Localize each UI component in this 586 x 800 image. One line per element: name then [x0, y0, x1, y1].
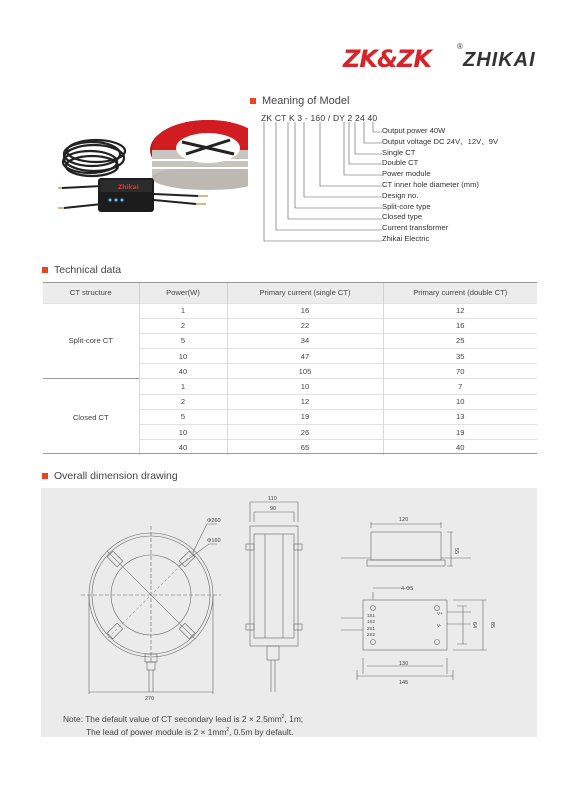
table-cell: 19 [227, 409, 383, 424]
model-item: Output power 40W [382, 126, 446, 135]
module-width-inner-label: 130 [399, 661, 409, 667]
table-cell: 47 [227, 349, 383, 364]
column-header: CT structure [43, 283, 139, 303]
module-height-outer-label: 85 [489, 622, 495, 629]
model-item: Power module [382, 169, 431, 179]
terminal-label: V- [437, 623, 442, 628]
table-cell: 10 [139, 425, 227, 440]
bullet-square-icon [250, 98, 256, 104]
module-top-width-label: 120 [399, 517, 409, 523]
note-line-2 [63, 725, 303, 738]
table-cell: 1 [139, 379, 227, 394]
table-cell: 5 [139, 333, 227, 348]
table-cell: 5 [139, 409, 227, 424]
note-superscript: 2 [226, 726, 230, 733]
group-cell: Closed CT [43, 379, 139, 455]
table-cell: 65 [227, 440, 383, 455]
group-cell: Split-core CT [43, 303, 139, 379]
column-header: Power(W) [139, 283, 227, 303]
drawing-heading-text: Overall dimension drawing [54, 470, 178, 482]
table-cell: 16 [227, 303, 383, 318]
table-cell: 10 [383, 394, 537, 409]
table-bottom-rule [43, 453, 537, 454]
model-code-leader-lines [258, 118, 388, 248]
model-meaning-list [382, 126, 498, 245]
device-label: Zhikai [118, 184, 139, 191]
module-width-outer-label: 145 [399, 680, 409, 686]
terminal-label: 2S1 [367, 626, 376, 631]
side-width-outer-label: 110 [268, 496, 277, 502]
model-code: ZK CT K 3 - 160 / DY 2 24 40 [261, 113, 378, 123]
registered-mark: ® [457, 42, 463, 51]
terminal-label: V+ [437, 611, 443, 616]
table-cell: 13 [383, 409, 537, 424]
terminal-label: 1S1 [367, 613, 376, 618]
table-cell: 12 [227, 394, 383, 409]
module-top-height-label: 55 [453, 548, 459, 555]
column-header: Primary current (double CT) [383, 283, 537, 303]
model-item: Split-core type [382, 201, 431, 211]
table-cell: 105 [227, 364, 383, 379]
model-heading [250, 95, 349, 107]
table-cell: 40 [139, 364, 227, 379]
table-cell: 1 [139, 303, 227, 318]
note-text: , 0.5m by default. [229, 726, 294, 737]
note-superscript: 2 [281, 714, 285, 720]
outer-diameter-label: Φ260 [207, 518, 221, 524]
drawing-heading [42, 470, 178, 482]
terminal-label: 2S2 [367, 632, 376, 637]
dimension-drawing [41, 488, 537, 737]
model-item: Closed type [382, 212, 423, 222]
brand-name: ZHIKAI [463, 49, 536, 71]
column-header: Primary current (single CT) [227, 283, 383, 303]
table-cell: 26 [227, 425, 383, 440]
model-item: CT inner hole diameter (mm) [382, 179, 479, 189]
table-row [43, 379, 537, 394]
logo-text: ZK&ZK [343, 45, 431, 73]
table-cell: 10 [139, 349, 227, 364]
table-cell: 19 [383, 425, 537, 440]
technical-heading-text: Technical data [54, 264, 122, 276]
model-item: Single CT [382, 147, 416, 157]
table-cell: 12 [383, 303, 537, 318]
drawing-note [63, 712, 303, 738]
model-item: Current transformer [382, 223, 449, 233]
table-cell: 35 [383, 349, 537, 364]
table-cell: 40 [139, 440, 227, 455]
table-header-row [43, 283, 537, 303]
model-item: Double CT [382, 158, 419, 168]
table-cell: 2 [139, 318, 227, 333]
technical-heading [42, 264, 121, 276]
side-width-inner-label: 90 [270, 506, 277, 512]
bullet-square-icon [42, 267, 48, 273]
table-cell: 2 [139, 394, 227, 409]
bullet-square-icon [42, 473, 48, 479]
note-text: The lead of power module is 2 × 1mm [86, 726, 227, 737]
model-item: Design no. [382, 190, 419, 200]
model-item: Output voltage DC 24V、12V、9V [382, 136, 499, 146]
table-cell: 16 [383, 318, 537, 333]
table-cell: 70 [383, 364, 537, 379]
table-cell: 34 [227, 333, 383, 348]
technical-table [43, 283, 537, 455]
table-row [43, 303, 537, 318]
table-cell: 25 [383, 333, 537, 348]
note-text: , 1m; [284, 713, 304, 724]
note-text: Note: The default value of CT secondary lead is 2 × 2.5mm [63, 713, 282, 724]
terminal-label: 1S2 [367, 619, 376, 624]
table-cell: 40 [383, 440, 537, 455]
inner-diameter-label: Φ160 [207, 538, 221, 544]
model-item: Zhikai Electric [382, 233, 430, 243]
product-photo [58, 108, 248, 248]
module-height-inner-label: 64 [471, 622, 477, 629]
table-cell: 22 [227, 318, 383, 333]
table-cell: 10 [227, 379, 383, 394]
note-line-1 [63, 712, 303, 725]
model-heading-text: Meaning of Model [262, 95, 350, 107]
total-width-label: 270 [145, 696, 155, 702]
table-cell: 7 [383, 379, 537, 394]
module-hole-label: 4-Φ5 [401, 586, 414, 592]
dimension-drawing-panel [41, 488, 537, 737]
